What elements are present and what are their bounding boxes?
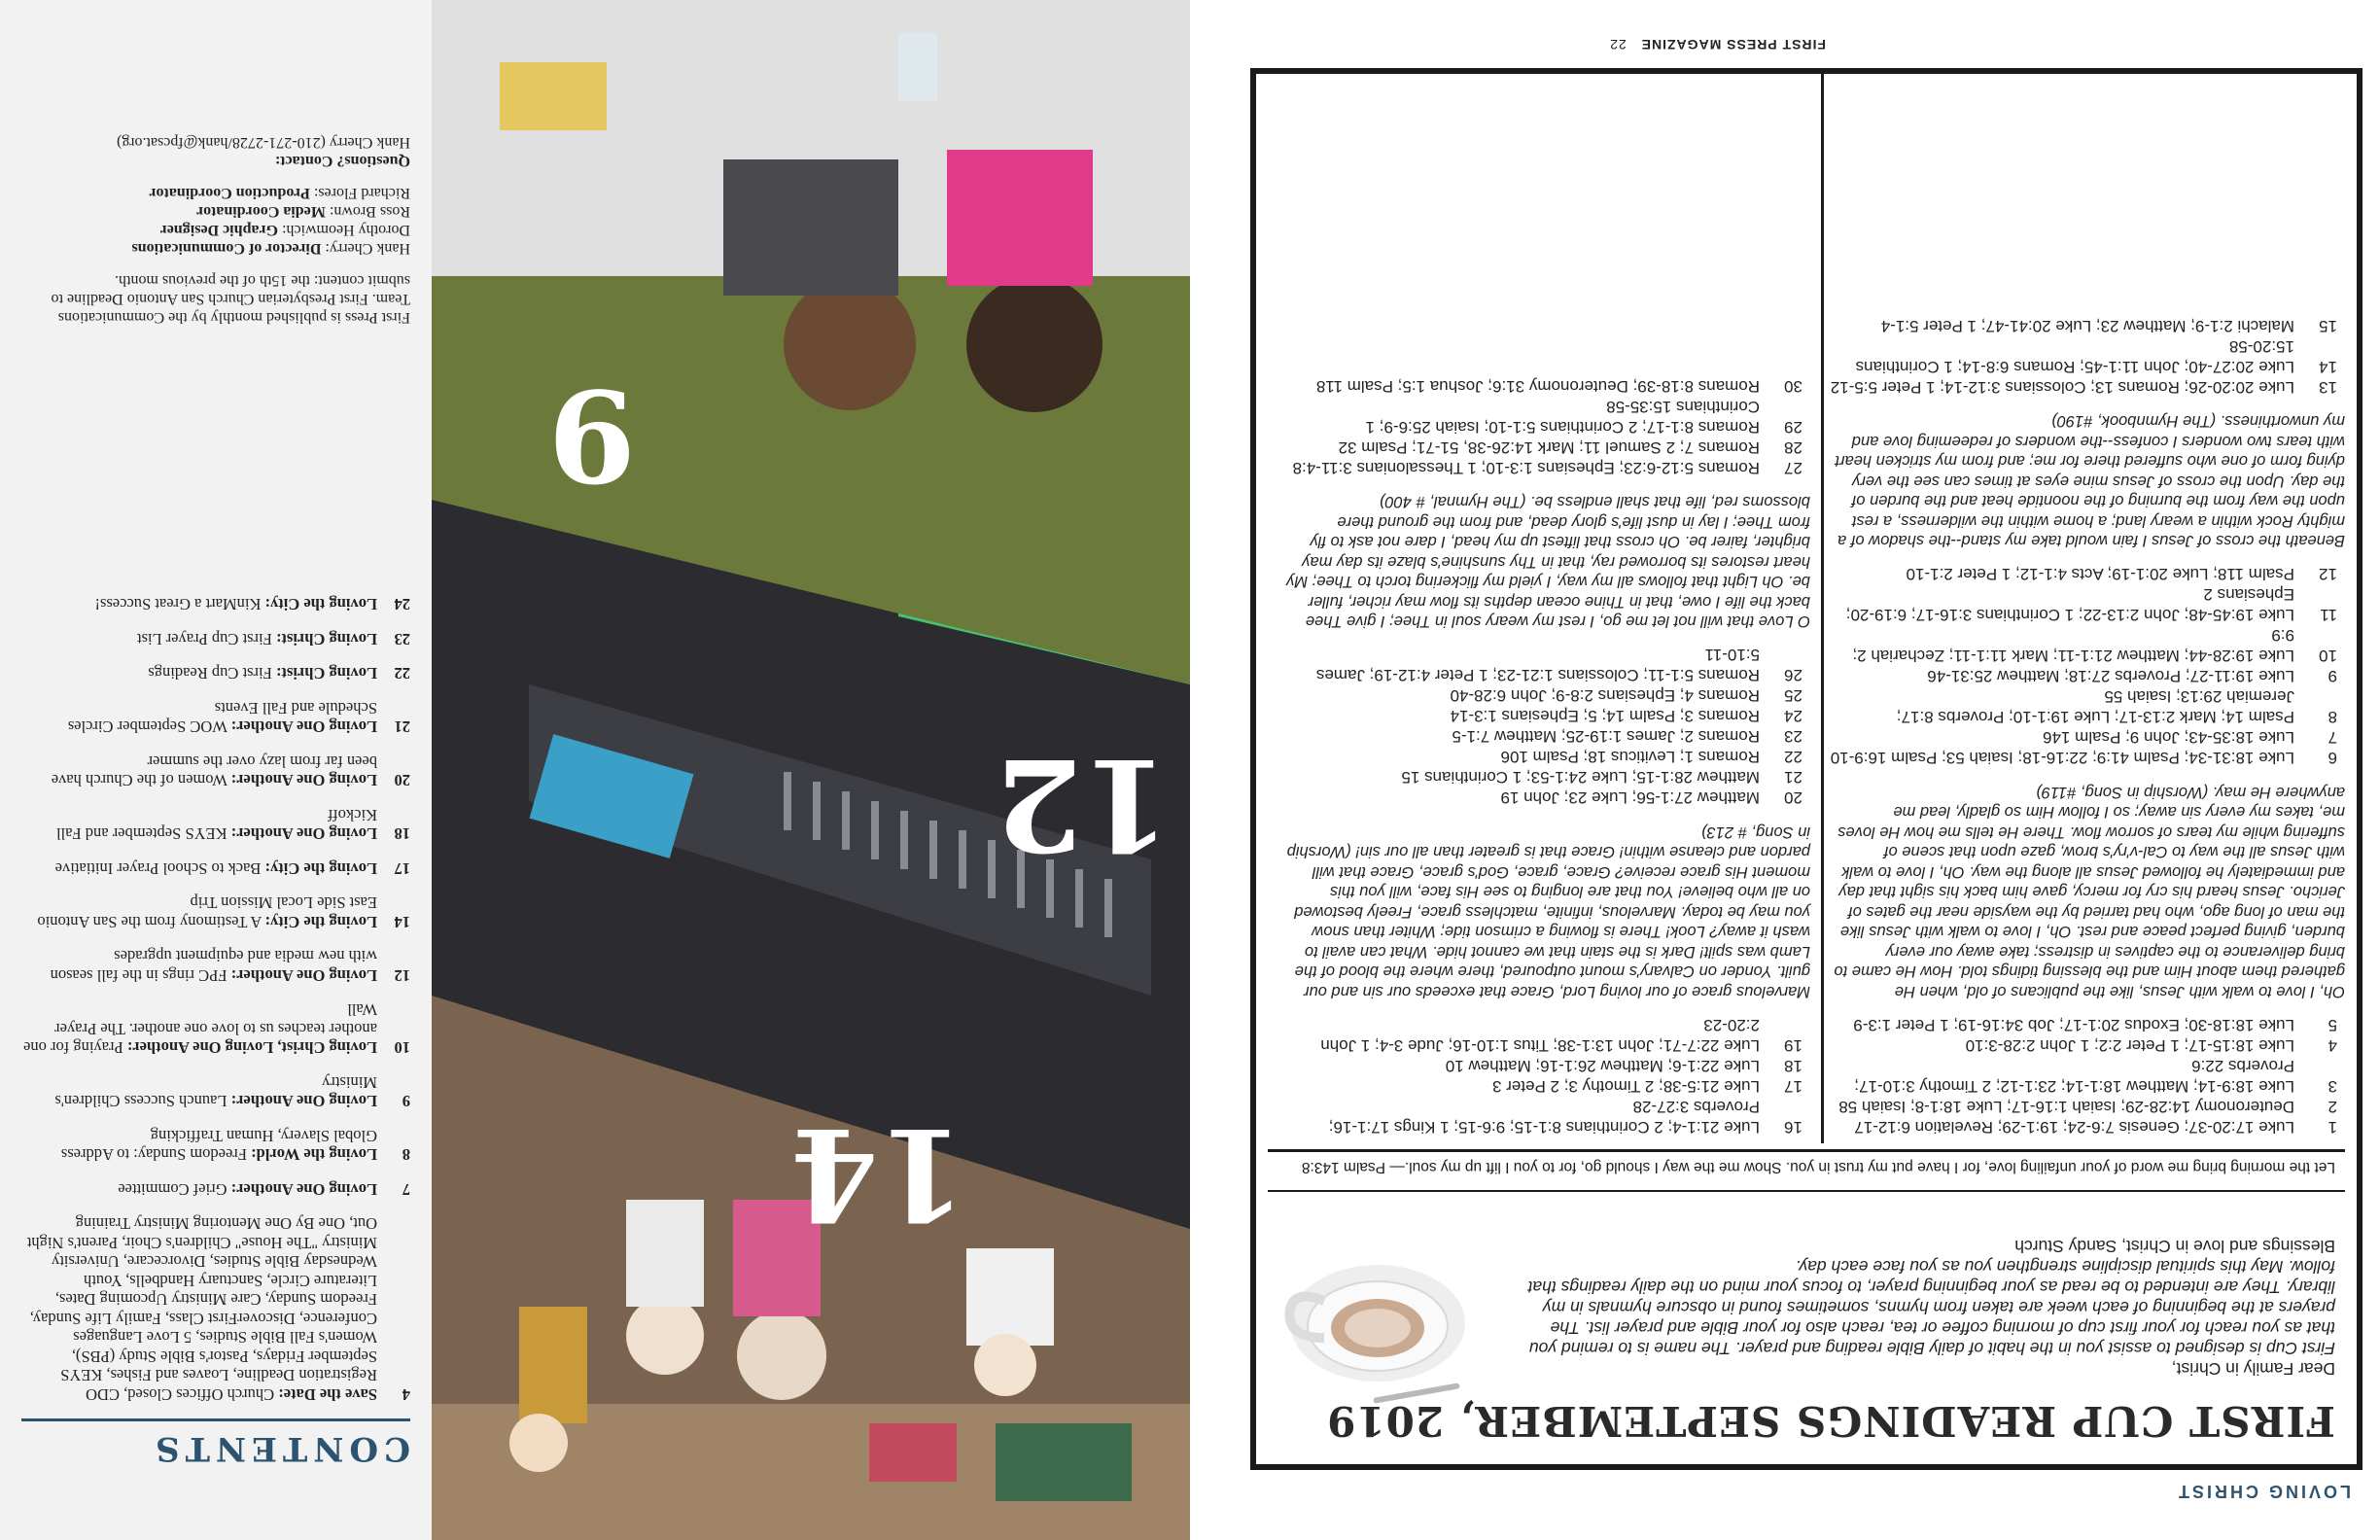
contents-sidebar — [0, 0, 432, 1540]
footer-title: FIRST PRESS MAGAZINE — [1640, 37, 1826, 52]
hymn-prayer: Oh, I love to walk with Jesus, like the publicans of old, when He gathered them about Him and the blessing tidings told. How He came to bring deliverance to the captives in distress; take away our every burden, giving perfect peace and rest. Oh, I love to walk with Jesus like the man of long ago, who had tarried by the wayside near the gates of Jericho. Jesus heard his cry for mercy, gave him back his sight that day and immediately he followed Jesus all along the way. Oh, I love to walk with Jesus all the way to Cal-v'ry's brow, gaze upon that scene of suffering while my tears of sorrow flow. There He tells me how He loves me, takes my every sin away; so I follow Him so gladly, lead me anywhere He may. (Worship in Song, #119) — [1834, 784, 2345, 1000]
contents-page-number: 7 — [402, 1180, 410, 1199]
contents-detail: Launch Success Children's Ministry — [54, 1073, 377, 1111]
contents-detail: Back to School Prayer Initiative — [54, 859, 265, 878]
contents-description — [21, 699, 377, 737]
contents-heading: Loving One Another: — [230, 718, 377, 737]
readings-column-2 — [1285, 78, 1810, 1138]
reading-passages: Romans 4; Ephesians 2:8-9; John 6:28-40 — [1450, 686, 1760, 706]
reading-entry — [1830, 1097, 2345, 1117]
contents-detail: KEYS September and Fall Kickoff — [56, 806, 377, 844]
reading-entry — [1830, 749, 2345, 769]
reading-day: 30 — [1784, 377, 1802, 396]
reading-entry — [1285, 727, 1810, 748]
reading-entry — [1285, 1015, 1810, 1056]
contents-entry — [21, 630, 410, 649]
reading-day: 20 — [1784, 788, 1802, 808]
contents-heading: Loving the City: — [264, 859, 377, 878]
contents-description — [21, 752, 377, 790]
contents-description — [21, 1073, 377, 1111]
contents-page-number: 20 — [394, 771, 410, 790]
contents-entry — [21, 893, 410, 931]
reading-day: 3 — [2328, 1077, 2337, 1096]
contents-detail: First Cup Prayer List — [136, 630, 276, 648]
contents-entry — [21, 595, 410, 614]
reading-passages: Luke 22:1-6; Matthew 26:1-16; Matthew 10 — [1445, 1057, 1760, 1075]
contents-page-number: 4 — [402, 1385, 410, 1404]
contents-page-number: 17 — [394, 859, 410, 878]
hymn-prayer: Beneath the cross of Jesus I fain would take my stand--the shadow of a mighty Rock within a weary land; a home within the wilderness, a rest upon the way from the burning of the noontide heat and the burden of the day. Upon the cross of Jesus mine eyes at times can see the very dying form of one who suffered there for me; and from my stricken heart with tears two wonders I confess--the wonders of redeeming love and my unworthiness. (The Hymnbook, #190) — [1835, 412, 2345, 550]
contents-entry — [21, 859, 410, 879]
first-cup-page — [1190, 0, 2380, 1540]
contents-page-number: 12 — [394, 966, 410, 985]
reading-entry — [1285, 1097, 1810, 1138]
contents-entry — [21, 1000, 410, 1058]
reading-day: 27 — [1784, 459, 1802, 477]
reading-day: 14 — [2319, 358, 2337, 376]
reading-entry — [1830, 565, 2345, 585]
reading-passages: Luke 21:1-4; 2 Corinthians 8:1-15; 9:6-15; 1 Kings 17:1-16; Proverbs 3:27-28 — [1328, 1098, 1760, 1137]
contents-description — [21, 1000, 377, 1058]
contents-list — [21, 579, 410, 1404]
reading-day: 8 — [2328, 708, 2337, 727]
reading-passages: Romans 8:18-39; Deuteronomy 31:6; Joshua 1:5; Psalm 118 — [1315, 377, 1760, 396]
contents-heading: Loving Christ: — [275, 630, 377, 648]
reading-entry — [1285, 686, 1810, 707]
contents-description — [21, 893, 377, 931]
contents-heading: Loving One Another: — [230, 771, 377, 790]
contents-page-number: 9 — [402, 1092, 410, 1111]
reading-day: 11 — [2320, 606, 2337, 625]
closing: Blessings and love in Christ, Sandy Sturch — [2014, 1237, 2335, 1256]
reading-day: 17 — [1784, 1077, 1802, 1096]
verse-banner: Let the morning bring me word of your unfailing love, for I have put my trust in you. Show me the way I should go, for to you I lift up my soul.— Psalm 143:8 — [1268, 1149, 2345, 1184]
contents-heading: Loving the World: — [251, 1145, 377, 1165]
contents-description — [21, 947, 377, 985]
contents-heading: Loving the City: — [264, 595, 377, 614]
contents-entry — [21, 947, 410, 985]
reading-entry — [1830, 667, 2345, 687]
reading-passages: Romans 5:12-6:23; Ephesians 1:3-10; 1 Thessalonians 3:11-4:8 — [1292, 459, 1760, 477]
section-label: LOVING CHRIST — [2175, 1482, 2351, 1501]
reading-entry — [1285, 768, 1810, 788]
contents-detail: Church Offices Closed, CDO Registration Deadline, Loaves and Fishes, KEYS September Fridays, Pastor's Bible Study (PBS), Women's Fall Bible Studies, 5 Love Languages Conference, DiscoverFirst Class, Family Life Sunday, Freedom Sunday, Care Ministry Upcoming Dates, Literature Circle, Sanctuary Handbells, Youth Wednesday Bible Studies, Divorcecare, University Ministry "The House" Children's Choir, Parent's Night Out, One By One Mentoring Ministry Training — [26, 1214, 377, 1404]
reading-passages: Luke 20:20-26; Romans 13; Colossians 3:12-14; 1 Peter 5:5-12 — [1830, 378, 2294, 397]
reading-day: 9 — [2328, 667, 2337, 686]
reading-passages: Luke 19:28-44; Matthew 21:1-11; Mark 11:1-11; Zechariah 2; 9:9 — [1852, 626, 2294, 666]
contents-detail: A Testimony from the San Antonio East Side Local Mission Trip — [37, 893, 377, 931]
reading-entry — [1285, 788, 1810, 809]
page-title: FIRST CUP READINGS SEPTEMBER, 2019 — [1326, 1397, 2335, 1445]
contents-detail: Women of the Church have been far from lazy over the summer — [51, 752, 377, 790]
reading-day: 7 — [2328, 728, 2337, 748]
reading-passages: Romans 8:1-17; 2 Corinthians 5:1-10; Isaiah 25:6-9; 1 Corinthians 15:35-58 — [1365, 398, 1760, 437]
contents-heading: Loving Christ: — [275, 664, 377, 683]
reading-passages: Luke 21:5-38; 2 Timothy 3; 2 Peter 3 — [1492, 1077, 1760, 1096]
reading-day: 4 — [2328, 1036, 2337, 1055]
reading-passages: Matthew 28:1-15; Luke 24:1-53; 1 Corinthians 15 — [1401, 768, 1760, 788]
reading-passages: Luke 22:7-71; John 13:1-38; Titus 1:10-16; Jude 3-4; 1 John 2:20-23 — [1320, 1016, 1760, 1055]
reading-entry — [1830, 687, 2345, 728]
contents-page-number: 21 — [394, 718, 410, 737]
contents-detail: KinMart a Great Success! — [94, 595, 265, 614]
reading-entry — [1285, 376, 1810, 397]
reading-day: 16 — [1784, 1118, 1802, 1137]
reading-entry — [1830, 1056, 2345, 1097]
reading-passages: Luke 18:31-34; Psalm 41:9; 22:16-18; Isaiah 53; Psalm 16:9-10 — [1830, 749, 2294, 768]
reading-day: 22 — [1784, 748, 1802, 767]
contents-heading: Loving One Another: — [230, 1092, 377, 1111]
contents-heading: Loving the City: — [264, 913, 377, 931]
reading-day: 2 — [2328, 1098, 2337, 1116]
reading-day: 1 — [2328, 1118, 2337, 1137]
reading-entry — [1285, 646, 1810, 686]
page-footer — [1609, 37, 1826, 52]
reading-entry — [1285, 438, 1810, 458]
reading-passages: Luke 17:20-37; Genesis 7:6-24; 19:1-29; Revelation 6:12-17 — [1854, 1118, 2294, 1137]
contents-description — [21, 859, 377, 879]
reading-passages: Deuteronomy 14:28-29; Isaiah 1:16-17; Luke 18:1-8; Isaiah 58 — [1838, 1098, 2294, 1116]
reading-day: 26 — [1784, 666, 1802, 685]
reading-entry — [1830, 1117, 2345, 1138]
questions-label: Questions? Contact: — [274, 153, 410, 169]
contents-description — [21, 630, 377, 649]
reading-entry — [1830, 728, 2345, 749]
reading-entry — [1830, 316, 2345, 336]
contents-detail: WOC September Circles Schedule and Fall Events — [67, 699, 377, 737]
contents-detail: FPC rings in the fall season with new media and equipment upgrades — [50, 947, 377, 985]
reading-entry — [1830, 1015, 2345, 1035]
reading-day: 21 — [1784, 768, 1802, 788]
contents-heading: Loving One Another: — [230, 966, 377, 985]
reading-day: 24 — [1784, 707, 1802, 726]
reading-entry — [1830, 1035, 2345, 1056]
page-ref-number: 9 — [547, 361, 636, 509]
contents-detail: Grief Committee — [118, 1180, 231, 1199]
reading-day: 12 — [2319, 565, 2337, 584]
reading-day: 15 — [2319, 317, 2337, 335]
reading-passages: Luke 18:9-14; Matthew 18:1-14; 23:1-12; 2 Timothy 3:10-17; Proverbs 22:6 — [1854, 1057, 2294, 1096]
contents-entry — [21, 664, 410, 683]
contents-heading: Loving Christ, Loving One Another: — [126, 1038, 377, 1058]
reading-day: 23 — [1784, 727, 1802, 747]
readings-frame — [1250, 68, 2362, 1470]
staff-name: Hank Cherry: — [321, 240, 410, 257]
reading-entry — [1285, 397, 1810, 438]
contents-description — [21, 595, 377, 614]
intro-letter — [1499, 1236, 2335, 1379]
contents-title: CONTENTS — [150, 1429, 410, 1468]
reading-entry — [1830, 336, 2345, 377]
contents-description — [21, 1214, 377, 1404]
contents-page-number: 10 — [394, 1038, 410, 1058]
masthead-text: First Press is published monthly by the Communications Team. First Presbyterian Church San Antonio Deadline to submit content: the 15th of the previous month. — [51, 272, 410, 326]
intro-box — [1268, 1190, 2345, 1454]
reading-entry — [1830, 626, 2345, 667]
contents-entry — [21, 1073, 410, 1111]
staff-name: Dorothy Heomwich: — [278, 222, 410, 238]
reading-passages: Romans 5:1-11; Colossians 1:21-23; 1 Peter 4:12-19; James 5:10-11 — [1315, 646, 1760, 685]
staff-role: Graphic Designer — [159, 222, 279, 238]
reading-day: 19 — [1784, 1036, 1802, 1055]
photo-collage — [432, 0, 1190, 1540]
reading-passages: Malachi 2:1-9; Matthew 23; Luke 20:41-47; 1 Peter 5:1-4 — [1880, 317, 2294, 335]
reading-passages: Luke 18:18-30; Exodus 20:1-17; Job 34:16-19; 1 Peter 1:3-9 — [1853, 1016, 2294, 1034]
contents-detail: Freedom Sunday: to Address Global Slavery, Human Trafficking — [60, 1127, 377, 1165]
coffee-cup-image — [1276, 1241, 1470, 1416]
reading-entry — [1830, 585, 2345, 626]
contents-page-number: 18 — [394, 824, 410, 844]
reading-passages: Romans 7; 2 Samuel 11; Mark 14:26-38, 51-71; Psalm 32 — [1338, 438, 1760, 457]
contents-page-number: 14 — [394, 913, 410, 931]
staff-name: Richard Flores: — [309, 185, 410, 201]
reading-day: 29 — [1784, 418, 1802, 437]
reading-passages: Psalm 118; Luke 20:1-19; Acts 4:1-12; 1 Peter 2:1-10 — [1906, 565, 2294, 584]
reading-day: 28 — [1784, 438, 1802, 457]
contents-page-number: 24 — [394, 595, 410, 614]
contents-heading: Save the Date: — [278, 1385, 377, 1404]
reading-passages: Matthew 27:1-56; Luke 23; John 19 — [1500, 788, 1760, 808]
contents-description — [21, 664, 377, 683]
contents-rule — [21, 1418, 410, 1421]
contents-detail: Praying for one another teaches us to love one another. The Prayer Wall — [23, 1000, 377, 1058]
staff-role: Production Coordinator — [149, 185, 310, 201]
contents-detail: First Cup Readings — [148, 664, 276, 683]
contents-heading: Loving One Another: — [230, 1180, 377, 1199]
hymn-prayer: O Love that will not let me go, I rest my weary soul in Thee; I give Thee back the life I owe, that in Thine ocean depths its flow may richer, fuller be. Oh Light that follows all my way, I yield my flickering torch to Thee; My heart restores its borrowed ray, that in Thy sunshine's blaze its day may brighter, fairer be. Oh cross that liftest up my head, I dare not ask to fly from Thee; I lay in dust life's glory dead, and from the ground there blossoms red, life that shall endless be. (The Hymnal, # 400) — [1286, 493, 1810, 631]
reading-day: 6 — [2328, 749, 2337, 768]
contents-entry — [21, 1180, 410, 1200]
contact-block — [21, 133, 410, 170]
contents-description — [21, 1180, 377, 1200]
contents-description — [21, 1127, 377, 1165]
reading-entry — [1830, 377, 2345, 398]
reading-passages: Psalm 14; Mark 2:13-17; Luke 19:1-10; Proverbs 8:17; Jeremiah 29:13; Isaiah 55 — [1896, 687, 2294, 727]
reading-passages: Luke 19:45-48; John 2:13-22; 1 Corinthians 3:16-17; 6:19-20; Ephesians 2 — [1845, 585, 2294, 625]
greeting: Dear Family in Christ, — [2171, 1359, 2335, 1379]
contents-description — [21, 806, 377, 844]
reading-passages: Luke 18:15-17; 1 Peter 2:2; 1 John 2:28-3:10 — [1965, 1036, 2294, 1055]
contents-page-number: 23 — [394, 630, 410, 648]
reading-passages: Luke 18:35-43; John 9; Psalm 146 — [2043, 728, 2294, 748]
contact-info: Hank Cherry (210-271-2728/hank@fpcsat.org) — [117, 134, 410, 151]
reading-passages: Luke 20:27-40; John 11:1-45; Romans 6:8-14; 1 Corinthians 15:20-58 — [1855, 337, 2294, 376]
contents-entry — [21, 806, 410, 844]
hymn-prayer: Marvelous grace of our loving Lord, Grace that exceeds our sin and our guilt. Yonder on Calvary's mount outpoured, there where the blood of the Lamb was spilt! Dark is the stain that we cannot hide. What can avail to wash it away? Look! There is flowing a crimson tide; Whiter than snow you may be today. Marvelous, infinite, matchless grace, Freely bestowed on all who believe! You that are longing to see His face, will you this moment His grace receive? Grace, grace, God's grace, Grace that will pardon and cleanse within! Grace that is greater than all our sin! (Worship in Song, # 213) — [1286, 823, 1810, 1000]
reading-day: 10 — [2319, 647, 2337, 666]
reading-day: 25 — [1784, 686, 1802, 706]
contents-page-number: 22 — [394, 664, 410, 683]
reading-passages: Luke 19:11-27; Proverbs 27:18; Matthew 25:31-46 — [1927, 667, 2294, 686]
reading-passages: Romans 2; James 1:19-25; Matthew 7:1-5 — [1452, 727, 1760, 747]
contents-page-number: 8 — [402, 1145, 410, 1165]
reading-passages: Romans 1; Leviticus 18; Psalm 106 — [1500, 748, 1760, 767]
reading-passages: Romans 3; Psalm 14; 5; Ephesians 1:3-14 — [1450, 707, 1760, 726]
contents-heading: Loving One Another: — [230, 824, 377, 844]
contents-entry — [21, 1214, 410, 1404]
reading-entry — [1285, 458, 1810, 478]
staff-name: Ross Brown: — [325, 203, 410, 220]
staff-role: Media Coordinator — [196, 203, 326, 220]
readings-column-1 — [1830, 78, 2345, 1138]
reading-day: 18 — [1784, 1057, 1802, 1075]
page-ref-number: 12 — [995, 730, 1171, 879]
reading-entry — [1285, 1076, 1810, 1097]
reading-entry — [1285, 748, 1810, 768]
reading-day: 13 — [2319, 378, 2337, 397]
staff-list — [21, 184, 410, 258]
reading-entry — [1285, 1056, 1810, 1076]
reading-day: 5 — [2328, 1016, 2337, 1034]
staff-role: Director of Communications — [131, 240, 322, 257]
masthead — [21, 120, 410, 327]
contents-entry — [21, 752, 410, 790]
contents-entry — [21, 1127, 410, 1165]
intro-paragraph: First Cup is designed to assist you in the habit of daily Bible reading and prayer. The name is to remind you that as you reach for your first cup of morning coffee or tea, reach also for your Bible and prayer list. The prayers at the beginning of each week are taken from hymns, sometimes found in obscure hymnals in my library. They are intended to be read as your beginning prayer, to focus your mind on the daily readings that follow. May this spiritual discipline strengthen you as you face each day. — [1527, 1257, 2335, 1358]
page-number: 22 — [1609, 37, 1627, 52]
reading-entry — [1285, 707, 1810, 727]
contents-entry — [21, 699, 410, 737]
page-ref-number: 14 — [790, 1100, 966, 1248]
column-divider — [1821, 72, 1824, 1143]
